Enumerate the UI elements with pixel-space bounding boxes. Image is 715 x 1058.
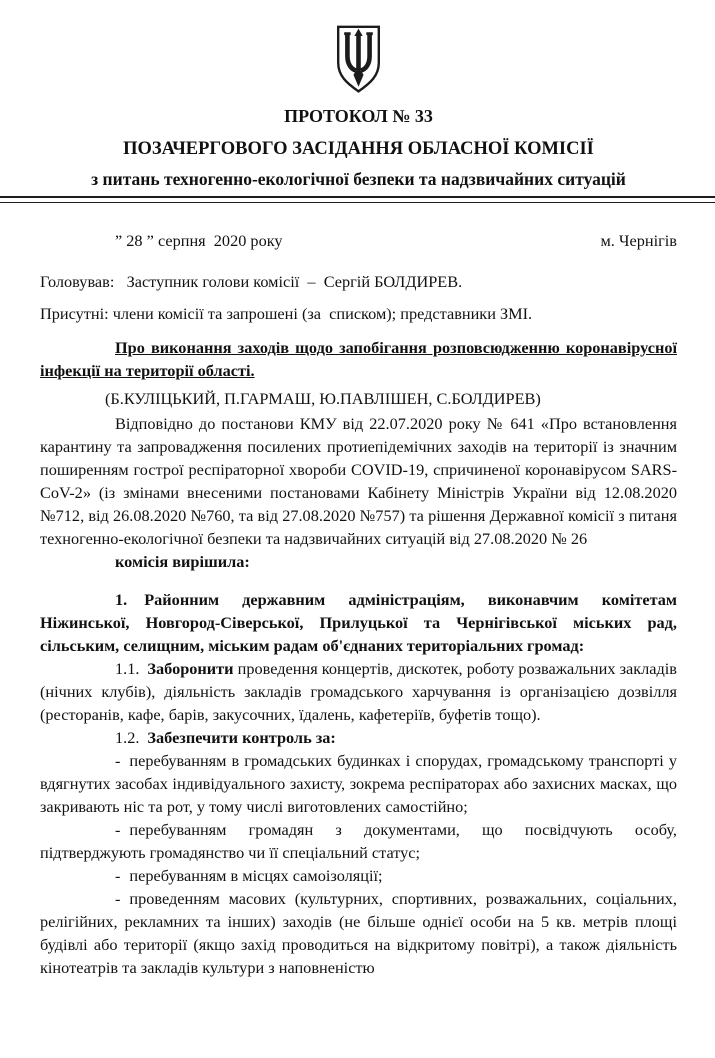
item-1-1-lead: Заборонити xyxy=(147,659,234,678)
document-date: ” 28 ” серпня 2020 року xyxy=(115,231,283,250)
protocol-title: ПРОТОКОЛ № 33 xyxy=(284,106,433,126)
preamble-paragraph: Відповідно до постанови КМУ від 22.07.2020 року № 641 «Про встановлення карантину та запровадження посилених протиепідемічних заходів на території із значним поширенням гострої респіраторної хвороби COVID-19, спричиненої коронавірусом SARS-CoV-2» (із змінами внесеними постановами Кабінету Міністрів України від 12.08.2020 №712, від 26.08.2020 №760, та від 27.08.2020 №757) та рішення Державної комісії з питаня техногенно-екологічної безпеки та надзвичайних ситуацій від 27.08.2020 № 26 xyxy=(40,414,677,548)
date-row xyxy=(40,229,677,252)
coat-of-arms-ukraine xyxy=(40,0,677,96)
bullet-dash: - xyxy=(115,889,121,908)
bullet-dash: - xyxy=(115,820,121,839)
control-bullet-self-isolation xyxy=(40,864,677,887)
item-1-2 xyxy=(40,726,677,749)
commission-subtitle: з питань техногенно-екологічної безпеки та надзвичайних ситуацій xyxy=(91,169,626,189)
session-title: ПОЗАЧЕРГОВОГО ЗАСІДАННЯ ОБЛАСНОЇ КОМІСІЇ xyxy=(123,139,594,159)
item-1-2-number: 1.2. xyxy=(115,728,140,747)
bullet-dash: - xyxy=(115,751,121,770)
subject-title: Про виконання заходів щодо запобігання розповсюдженню коронавірусної інфекції на території області. xyxy=(40,338,677,380)
bullet-text: проведенням масових (культурних, спортивних, розважальних, соціальних, релігійних, рекламних та інших) заходів (не більше однієї особи на 5 кв. метрів площі будівлі або території (якщо захід проводиться на відкритому повітрі), а також діяльність кінотеатрів та закладів культури з наповненістю xyxy=(40,889,677,977)
control-bullet-masks xyxy=(40,749,677,818)
item-1-2-lead: Забезпечити контроль за: xyxy=(147,728,336,747)
double-divider-line xyxy=(0,196,715,203)
bullet-text: перебуванням в громадських будинках і спорудах, громадському транспорті у вдягнутих засобах індивідуального захисту, зокрема респіраторах або захисних масках, що закривають ніс та рот, у тому числі виготовлених самостійно; xyxy=(40,751,677,816)
control-bullet-mass-events xyxy=(40,887,677,979)
item-1 xyxy=(40,588,677,657)
control-bullet-documents xyxy=(40,818,677,864)
document-city: м. Чернігів xyxy=(600,231,677,250)
bullet-text: перебуванням в місцях самоізоляції; xyxy=(129,866,383,885)
item-1-number: 1. xyxy=(115,590,128,609)
item-1-1-text: проведення концертів, дискотек, роботу розважальних закладів (нічних клубів), діяльність закладів громадського харчування із організацією дозвілля (ресторанів, кафе, барів, закусочних, їдалень, кафетеріїв, буфетів тощо). xyxy=(40,659,677,724)
chairman-line: Головував: Заступник голови комісії – Сергій БОЛДИРЕВ. xyxy=(40,272,463,291)
item-1-text: Районним державним адміністраціям, виконавчим комітетам Ніжинської, Новгород-Сіверської, Прилуцької та Чернігівської міських рад, сільським, селищним, міським радам об'єднаних територіальних громад: xyxy=(40,590,677,655)
bullet-dash: - xyxy=(115,866,121,885)
decision-lead: комісія вирішила: xyxy=(115,552,250,571)
item-1-1 xyxy=(40,657,677,726)
speakers-line: (Б.КУЛІЦЬКИЙ, П.ГАРМАШ, Ю.ПАВЛІШЕН, С.БОЛДИРЕВ) xyxy=(105,389,541,408)
item-1-1-number: 1.1. xyxy=(115,659,140,678)
ukraine-trident-icon xyxy=(330,24,387,96)
attendees-line: Присутні: члени комісії та запрошені (за списком); представники ЗМІ. xyxy=(40,304,533,323)
bullet-text: перебуванням громадян з документами, що посвідчують особу, підтверджують громадянство чи її спеціальний статус; xyxy=(40,820,677,862)
